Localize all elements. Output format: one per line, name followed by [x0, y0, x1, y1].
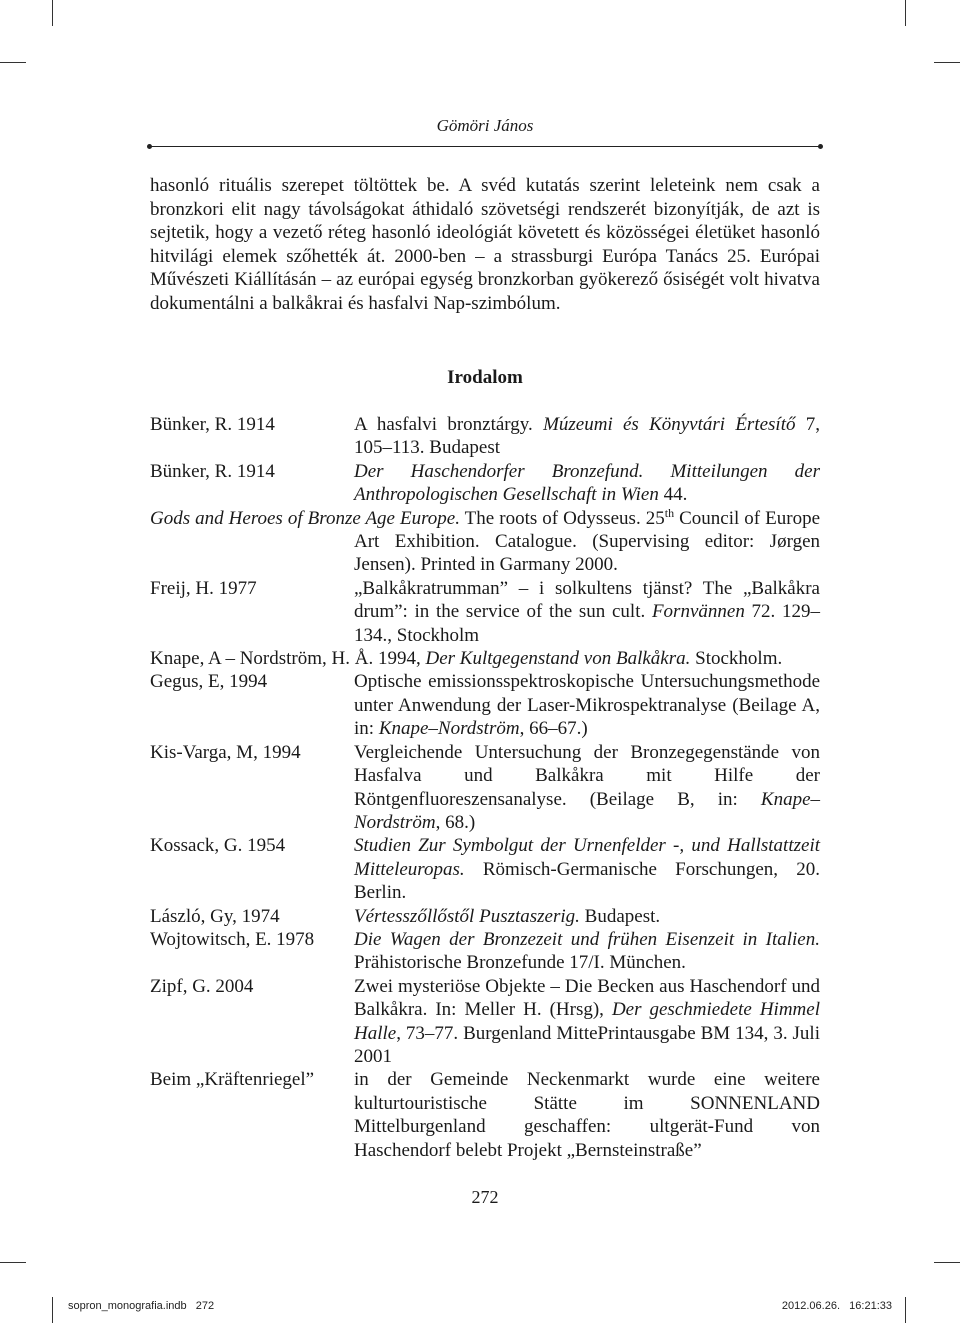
crop-mark: [934, 62, 960, 63]
entry-author: Gegus, E, 1994: [150, 671, 268, 693]
crop-mark: [934, 1262, 960, 1263]
bibliography-entry: [150, 577, 820, 647]
entry-author: Wojtowitsch, E. 1978: [150, 928, 315, 950]
entry-description: Optische emissionsspektroskopische Untersuchungsmethode unter Anwendung der Laser-Mikrospektranalyse (Beilage A, in: Knape–Nordström, 66–67.): [354, 671, 820, 740]
entry-description: Vértesszőllőstől Pusztaszerig. Budapest.: [354, 905, 661, 927]
entry-author: Kis-Varga, M, 1994: [150, 741, 301, 763]
entry-author: László, Gy, 1974: [150, 905, 280, 927]
entry-description: A hasfalvi bronztárgy. Múzeumi és Könyvtári Értesítő 7, 105–113. Budapest: [354, 414, 821, 459]
entry-description: in der Gemeinde Neckenmarkt wurde eine weitere kulturtouristische Stätte im SONNENLAND Mittelburgenland geschaffen: ultgerät-Fund von Haschendorf belebt Projekt „Bernsteinstraße”: [354, 1069, 820, 1161]
crop-mark: [52, 1297, 53, 1323]
entry-author: Bünker, R. 1914: [150, 414, 275, 435]
crop-mark: [52, 0, 53, 26]
bibliography-entry: [150, 413, 820, 460]
print-slug-file: sopron_monografia.indb 272: [68, 1300, 215, 1312]
entry-author: Kossack, G. 1954: [150, 835, 286, 857]
entry-description: Die Wagen der Bronzezeit und frühen Eisenzeit in Italien. Prähistorische Bronzefunde 17/I. München.: [354, 928, 820, 974]
bibliography-entry: [150, 1068, 820, 1162]
crop-mark: [0, 62, 26, 63]
running-head: Gömöri János: [436, 116, 534, 135]
bibliography-entry: [150, 460, 820, 507]
bibliography-list: [150, 413, 820, 1162]
body-paragraph: hasonló rituális szerepet töltöttek be. A svéd kutatás szerint leleteink nem csak a bronzkori elit nagy távolságokat áthidaló szövetségi rendszerét bizonyítják, de azt is sejtetik, hogy a vezető réteg hasonló ideológiát követett és közösségei életüket hasonló hitvilági elemek szőhették át. 2000-ben – a strassburgi Európa Tanács 25. Európai Művészeti Kiállításán – az európai egység bronzkorban gyökerező ősiségét volt hivatva dokumentálni a balkåkrai és hasfalvi Nap-szimbólum.: [150, 175, 820, 314]
entry-description: Studien Zur Symbolgut der Urnenfelder -, und Hallstattzeit Mitteleuropas. Römisch-Germanische Forschungen, 20. Berlin.: [354, 835, 820, 904]
entry-description: „Balkåkratrumman” – i solkultens tjänst? The „Balkåkra drum”: in the service of the sun cult. Fornvännen 72. 129–134., Stockholm: [354, 577, 820, 646]
entry-description: Zwei mysteriöse Objekte – Die Becken aus Haschendorf und Balkåkra. In: Meller H. (Hrsg), Der geschmiedete Himmel Halle, 73–77. Burgenland MittePrintausgabe BM 134, 3. Juli 2001: [354, 975, 820, 1067]
entry-author: Freij, H. 1977: [150, 577, 257, 599]
bibliography-entry: [150, 741, 820, 835]
bibliography-entry: [150, 905, 820, 928]
header-rule: [150, 146, 820, 147]
bibliography-entry: Gods and Heroes of Bronze Age Europe. The roots of Odysseus. 25th Council of Europe Art Exhibition. Catalogue. (Supervising editor: Jørgen Jensen). Printed in Garmany 2000.: [150, 505, 821, 576]
entry-author: Beim „Kräftenriegel”: [150, 1069, 315, 1091]
entry-author: Bünker, R. 1914: [150, 460, 275, 482]
crop-mark: [0, 1262, 26, 1263]
bibliography-entry: [150, 975, 820, 1069]
bibliography-entry: [150, 670, 820, 740]
section-heading: Irodalom: [447, 367, 523, 388]
crop-mark: [905, 1297, 906, 1323]
entry-description: Vergleichende Untersuchung der Bronzegegenstände von Hasfalva und Balkåkra mit Hilfe der Röntgenfluoreszensanalyse. (Beilage B, in: Knape–Nordström, 68.): [354, 741, 820, 833]
bibliography-entry: [150, 834, 820, 904]
entry-author: Zipf, G. 2004: [150, 975, 254, 997]
print-slug-date: 2012.06.26. 16:21:33: [781, 1300, 892, 1312]
bibliography-entry: [150, 928, 820, 975]
entry-description: Der Haschendorfer Bronzefund. Mitteilungen der Anthropologischen Gesellschaft in Wien 44.: [354, 460, 820, 506]
page-number: 272: [471, 1187, 499, 1207]
crop-mark: [905, 0, 906, 26]
bibliography-entry: Knape, A – Nordström, H. Å. 1994, Der Kultgegenstand von Balkåkra. Stockholm.: [150, 648, 783, 670]
